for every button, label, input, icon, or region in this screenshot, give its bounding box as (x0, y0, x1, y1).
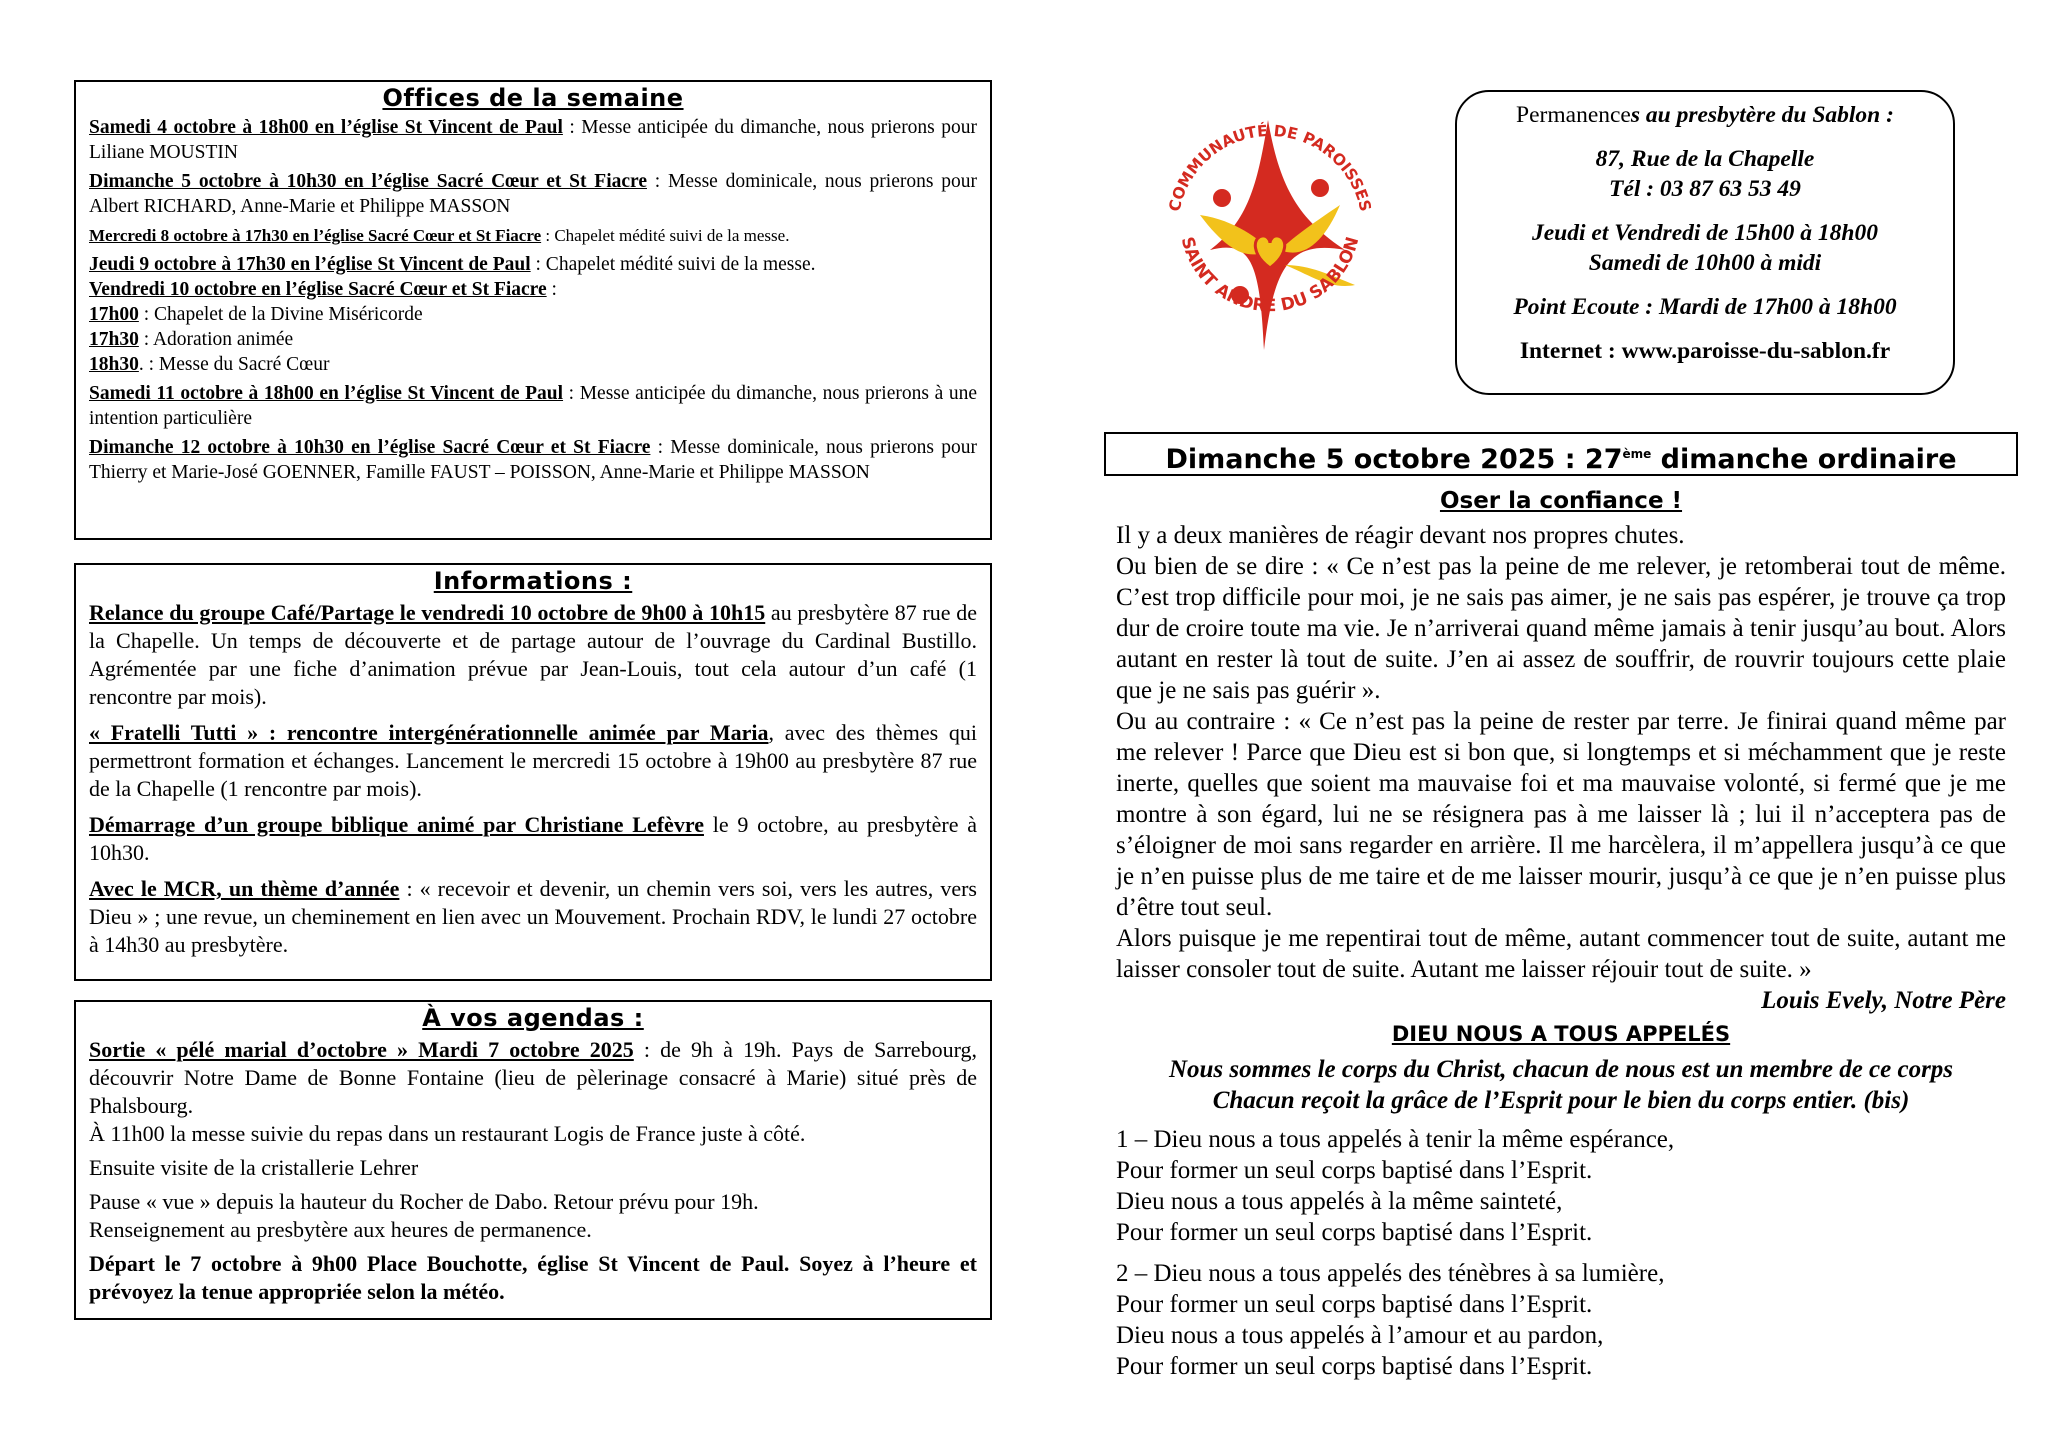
info-item: Avec le MCR, un thème d’année : « recevoir et devenir, un chemin vers soi, vers les autres, vers Dieu » ; une revue, un cheminement en lien avec un Mouvement. Prochain RDV, le lundi 27 octobre à 14h30 au presbytère. (89, 876, 977, 957)
agenda-line: À 11h00 la messe suivie du repas dans un restaurant Logis de France juste à côté. (89, 1121, 806, 1146)
song-refrain: Nous sommes le corps du Christ, chacun de nous est un membre de ce corps Chacun reçoit la grâce de l’Esprit pour le bien du corps entier. (bis) (1168, 1056, 1954, 1114)
informations-section (74, 563, 992, 981)
permanences-hours: Samedi de 10h00 à midi (1588, 250, 1822, 276)
agendas-title: À vos agendas : (422, 1004, 644, 1032)
red-dot (1213, 189, 1231, 207)
agenda-line: Renseignement au presbytère aux heures de permanence. (89, 1217, 592, 1242)
office-item: Dimanche 12 octobre à 10h30 en l’église Sacré Cœur et St Fiacre : Messe dominicale, nous prierons pour Thierry et Marie-José GOENNER, Famille FAUST – POISSON, Anne-Marie et Philippe MASSON (89, 437, 977, 483)
article-body (1116, 520, 2006, 1016)
info-item: Relance du groupe Café/Partage le vendredi 10 octobre de 9h00 à 10h15 au presbytère 87 rue de la Chapelle. Un temps de découverte et de partage autour de l’ouvrage du Cardinal Bustillo. Agrémentée par une fiche d’animation prévue par Jean-Louis, tout cela autour d’un café (1 rencontre par mois). (89, 600, 977, 709)
office-item: Samedi 11 octobre à 18h00 en l’église St Vincent de Paul : Messe anticipée du dimanche, nous prierons à une intention particulière (89, 383, 977, 429)
offices-title: Offices de la semaine (382, 84, 684, 112)
agendas-section (74, 1000, 992, 1320)
article-paragraph: Alors puisque je me repentirai tout de même, autant commencer tout de suite, autant me laisser consoler tout de suite. Autant me laisser réjouir tout de suite. » (1116, 925, 2006, 983)
permanences-heading: Permanences au presbytère du Sablon : (1516, 102, 1894, 128)
logo-bottom-text: SAINT ANDRÉ DU SABLON (1176, 234, 1364, 317)
informations-title: Informations : (433, 567, 633, 595)
song-title: DIEU NOUS A TOUS APPELÉS (1391, 1022, 1731, 1046)
red-dot (1311, 179, 1329, 197)
offices-section (74, 80, 992, 540)
song-verses (1116, 1124, 2006, 1392)
office-subitem: 18h30. : Messe du Sacré Cœur (89, 354, 330, 375)
article-paragraph: Ou bien de se dire : « Ce n’est pas la peine de me relever, je retomberai tout de même. C’est trop difficile pour moi, je ne sais pas aimer, je ne sais pas espérer, je trouve ça trop dur de croire toute ma vie. Je n’arriverai quand même jamais à tenir jusqu’au bout. Alors autant en rester là tout de suite. J’en ai assez de souffrir, de rouvrir toujours cette plaie que je ne sais pas guérir ». (1116, 553, 2006, 704)
office-item: Mercredi 8 octobre à 17h30 en l’église Sacré Cœur et St Fiacre : Chapelet médité suivi de la messe. (89, 226, 790, 245)
article-paragraph: Il y a deux manières de réagir devant nos propres chutes. (1116, 522, 1685, 549)
info-item: Démarrage d’un groupe biblique animé par Christiane Lefèvre le 9 octobre, au presbytère à 10h30. (89, 812, 977, 865)
agenda-sortie: Sortie « pélé marial d’octobre » Mardi 7 octobre 2025 : de 9h à 19h. Pays de Sarrebourg, découvrir Notre Dame de Bonne Fontaine (lieu de pèlerinage consacré à Marie) situé près de Phalsbourg. (89, 1037, 977, 1118)
permanences-box (1455, 90, 1955, 395)
permanences-ecoute: Point Ecoute : Mardi de 17h00 à 18h00 (1513, 294, 1897, 320)
agenda-depart: Départ le 7 octobre à 9h00 Place Bouchotte, église St Vincent de Paul. Soyez à l’heure et prévoyez la tenue appropriée selon la météo. (89, 1251, 977, 1304)
office-subitem: 17h30 : Adoration animée (89, 329, 294, 350)
office-item: Vendredi 10 octobre en l’église Sacré Cœur et St Fiacre : (89, 279, 557, 300)
permanences-hours: Jeudi et Vendredi de 15h00 à 18h00 (1532, 220, 1878, 246)
song-verse: 1 – Dieu nous a tous appelés à tenir la même espérance, Pour former un seul corps baptisé dans l’Esprit. Dieu nous a tous appelés à la même sainteté, Pour former un seul corps baptisé dans l’Esprit. (1116, 1126, 1675, 1246)
office-item: Samedi 4 octobre à 18h00 en l’église St Vincent de Paul : Messe anticipée du dimanche, nous prierons pour Liliane MOUSTIN (89, 117, 977, 163)
song-verse: 2 – Dieu nous a tous appelés des ténèbres à sa lumière, Pour former un seul corps baptisé dans l’Esprit. Dieu nous a tous appelés à l’amour et au pardon, Pour former un seul corps baptisé dans l’Esprit. (1116, 1260, 1665, 1380)
agenda-line: Ensuite visite de la cristallerie Lehrer (89, 1155, 419, 1180)
info-item: « Fratelli Tutti » : rencontre intergénérationnelle animée par Maria, avec des thèmes qui permettront formation et échanges. Lancement le mercredi 15 octobre à 19h00 au presbytère 87 rue de la Chapelle (1 rencontre par mois). (89, 720, 977, 801)
permanences-internet: Internet : www.paroisse-du-sablon.fr (1519, 338, 1891, 364)
office-item: Jeudi 9 octobre à 17h30 en l’église St Vincent de Paul : Chapelet médité suivi de la messe. (89, 254, 816, 275)
sunday-date-header: Dimanche 5 octobre 2025 : 27ème dimanche ordinaire (1104, 432, 2018, 476)
parish-logo (1140, 90, 1400, 380)
agenda-line: Pause « vue » depuis la hauteur du Rocher de Dabo. Retour prévu pour 19h. (89, 1189, 759, 1214)
article-title: Oser la confiance ! (1439, 488, 1683, 514)
office-item: Dimanche 5 octobre à 10h30 en l’église Sacré Cœur et St Fiacre : Messe dominicale, nous prierons pour Albert RICHARD, Anne-Marie et Philippe MASSON (89, 171, 977, 217)
article-paragraph: Ou au contraire : « Ce n’est pas la peine de rester par terre. Je finirai quand même par me relever ! Parce que Dieu est si bon que, si longtemps et si méchamment que je reste inerte, quelles que soient ma mauvaise foi et ma mauvaise volonté, si fermé que je me montre à son égard, lui ne se résignera pas à me laisser là ; lui il n’acceptera pas de s’éloigner de moi sans regarder en arrière. Il me harcèlera, il m’appellera jusqu’à ce que je n’en puisse plus de me taire et de me laisser mourir, jusqu’à ce que je n’en puisse plus d’être tout seul. (1116, 708, 2006, 921)
permanences-address: 87, Rue de la Chapelle (1595, 146, 1815, 172)
article-signature: Louis Evely, Notre Père (1761, 987, 2006, 1014)
logo-top-text: COMMUNAUTÉ DE PAROISSES (1165, 121, 1375, 214)
permanences-phone: Tél : 03 87 63 53 49 (1609, 176, 1801, 202)
office-subitem: 17h00 : Chapelet de la Divine Miséricorde (89, 304, 423, 325)
